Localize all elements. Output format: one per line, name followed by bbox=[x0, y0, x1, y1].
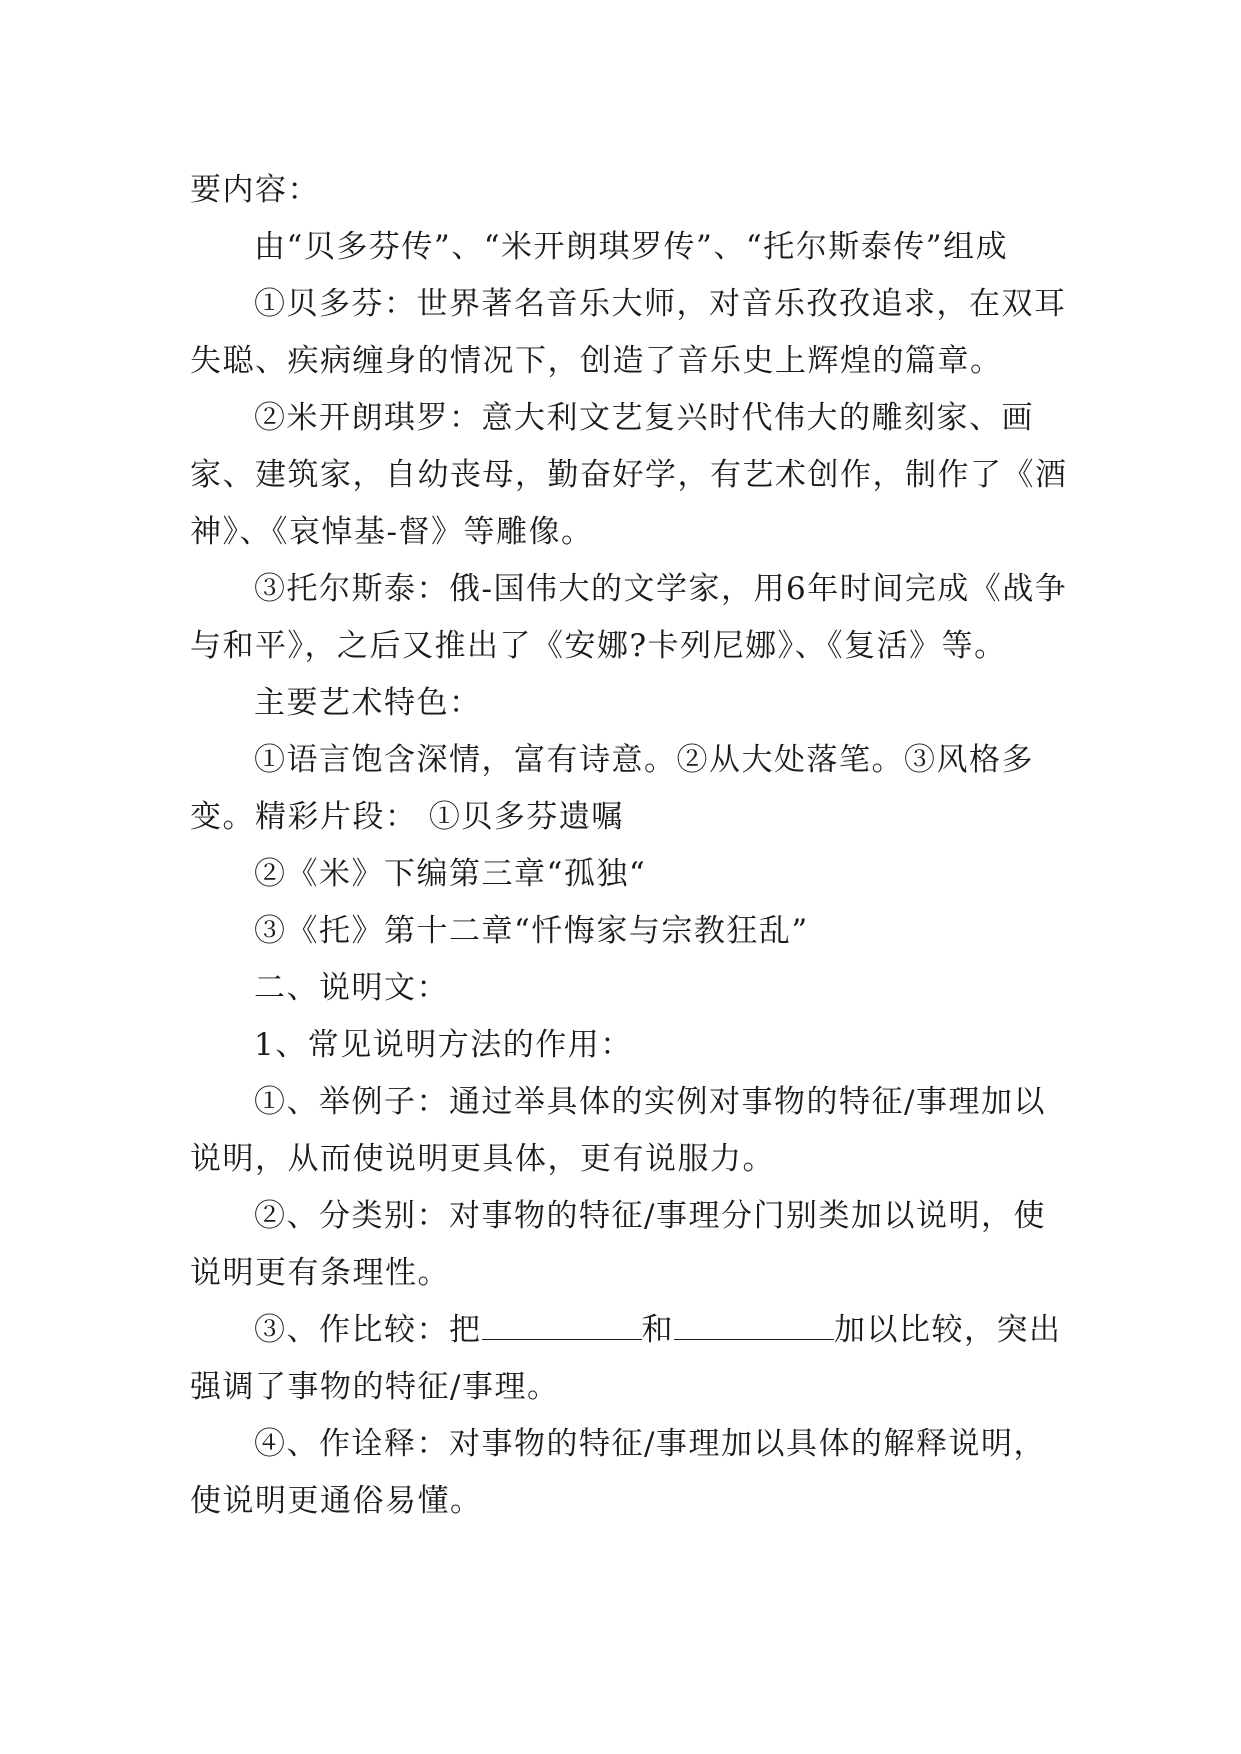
paragraph-art-features-heading: 主要艺术特色： bbox=[254, 685, 482, 721]
paragraph-explanation: ④、作诠释：对事物的特征/事理加以具体的解释说明，使说明更通俗易懂。 bbox=[190, 1426, 1046, 1519]
subheading-methods: 1、常见说明方法的作用： bbox=[254, 1027, 633, 1063]
paragraph-composition: 由“贝多芬传”、“米开朗琪罗传”、“托尔斯泰传”组成 bbox=[254, 229, 1009, 265]
paragraph-beethoven: ①贝多芬：世界著名音乐大师，对音乐孜孜追求，在双耳失聪、疾病缠身的情况下，创造了音乐史上辉煌的篇章。 bbox=[190, 286, 1067, 379]
paragraph-classification: ②、分类别：对事物的特征/事理分门别类加以说明，使说明更有条理性。 bbox=[190, 1198, 1046, 1291]
comparison-text-before: ③、作比较：把 bbox=[254, 1312, 482, 1348]
paragraph-comparison bbox=[190, 1302, 1070, 1416]
section-heading-expository: 二、说明文： bbox=[254, 970, 449, 1006]
paragraph-excerpt-michelangelo: ②《米》下编第三章“孤独“ bbox=[254, 856, 647, 892]
fill-blank-1 bbox=[482, 1313, 642, 1340]
comparison-text-after: 加以比较，突出强调了事物的特征/事理。 bbox=[190, 1312, 1062, 1405]
paragraph-art-features: ①语言饱含深情，富有诗意。②从大处落笔。③风格多变。精彩片段： ①贝多芬遗嘱 bbox=[190, 742, 1034, 835]
paragraph-tolstoy: ③托尔斯泰：俄-国伟大的文学家，用6年时间完成《战争与和平》，之后又推出了《安娜?卡列尼娜》、《复活》等。 bbox=[190, 571, 1068, 664]
comparison-text-middle: 和 bbox=[641, 1312, 674, 1348]
paragraph-michelangelo: ②米开朗琪罗：意大利文艺复兴时代伟大的雕刻家、画家、建筑家，自幼丧母，勤奋好学，有艺术创作，制作了《酒神》、《哀悼基-督》等雕像。 bbox=[190, 400, 1068, 550]
fill-blank-2 bbox=[674, 1313, 834, 1340]
document-body bbox=[190, 162, 1070, 1530]
paragraph-excerpt-tolstoy: ③《托》第十二章“忏悔家与宗教狂乱” bbox=[254, 913, 809, 949]
paragraph-intro: 要内容： bbox=[190, 172, 320, 208]
paragraph-examples: ①、举例子：通过举具体的实例对事物的特征/事理加以说明，从而使说明更具体，更有说服力。 bbox=[190, 1084, 1046, 1177]
